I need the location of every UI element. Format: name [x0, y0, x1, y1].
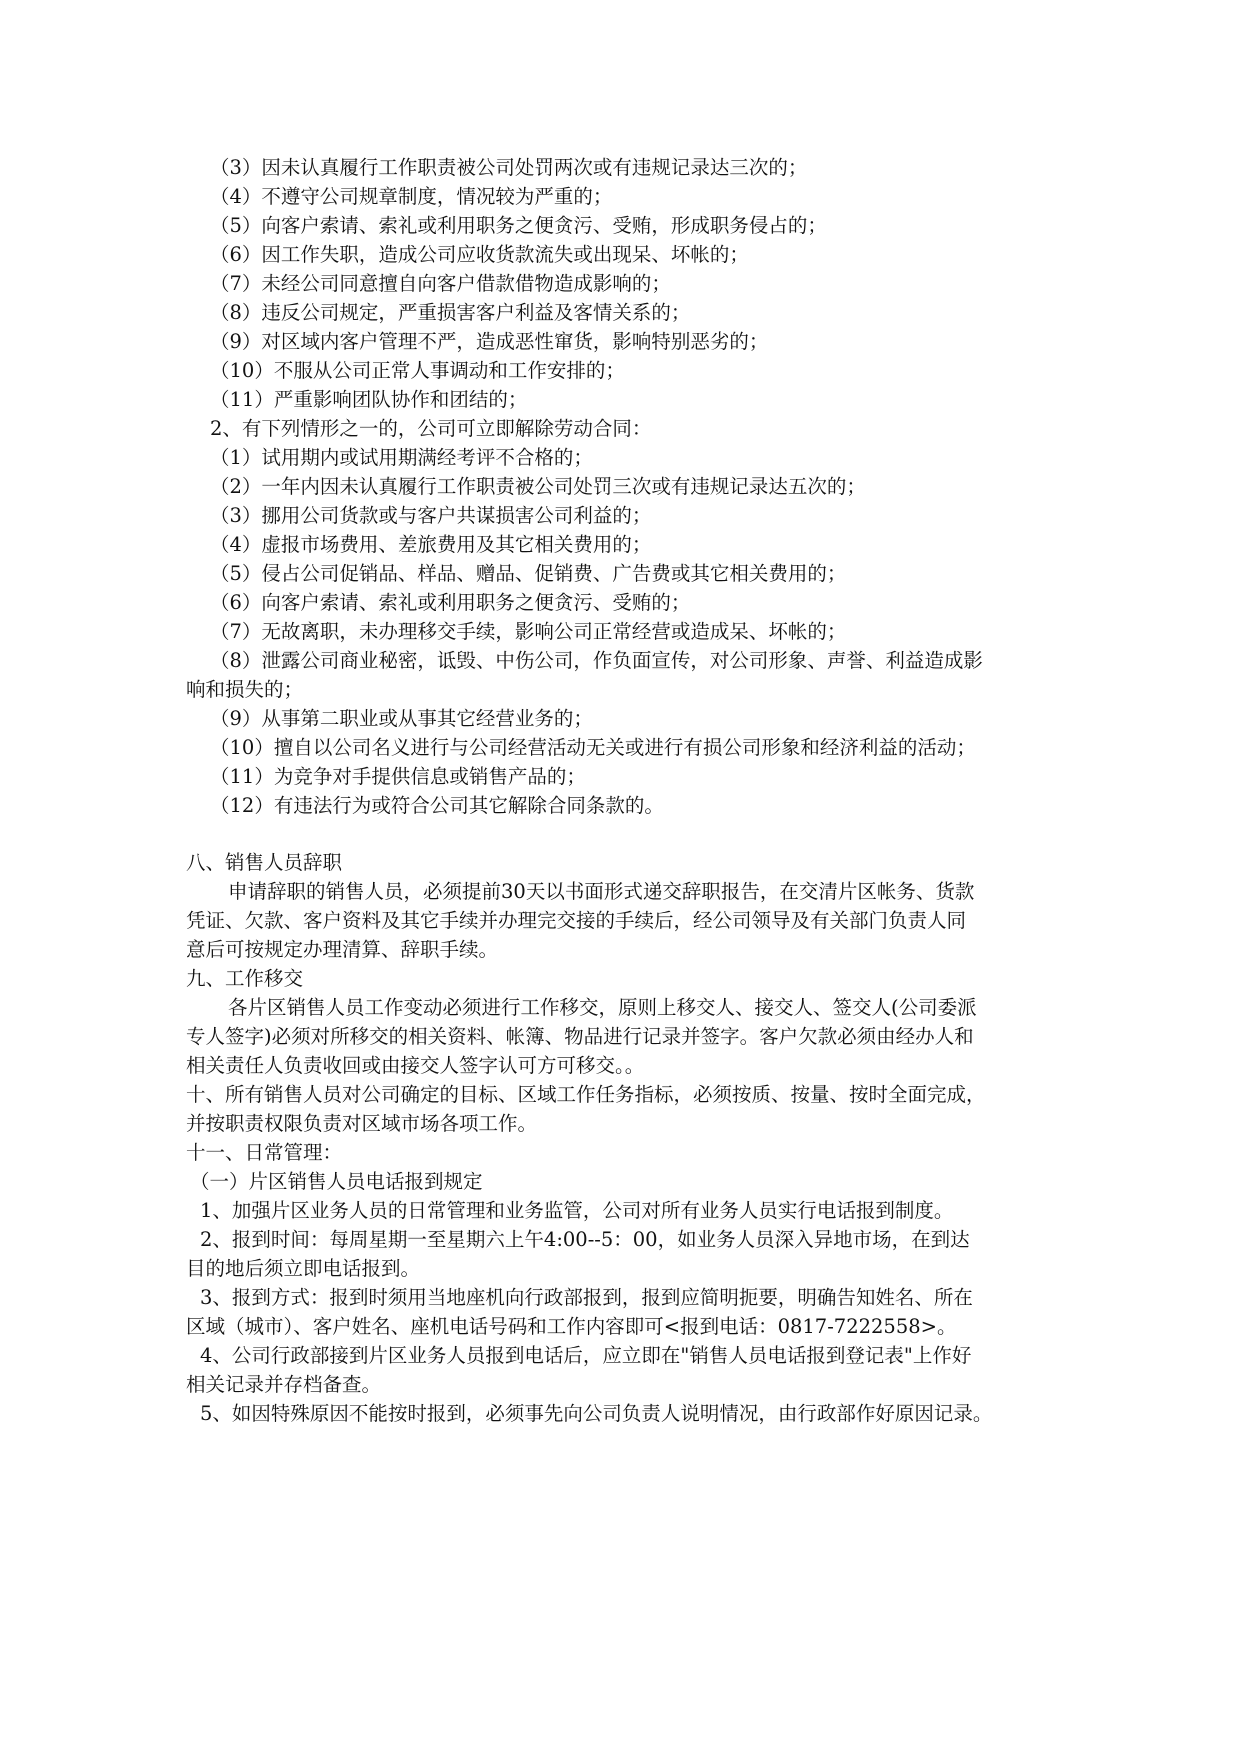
text-line: （9）从事第二职业或从事其它经营业务的； — [210, 707, 593, 730]
text-line: （11）为竞争对手提供信息或销售产品的； — [210, 765, 586, 788]
section-heading: 十一、日常管理： — [186, 1141, 343, 1164]
section-heading: 八、销售人员辞职 — [186, 851, 343, 874]
text-line: 5、如因特殊原因不能按时报到，必须事先向公司负责人说明情况，由行政部作好原因记录。 — [200, 1402, 993, 1425]
text-line: 各片区销售人员工作变动必须进行工作移交，原则上移交人、接交人、签交人(公司委派 — [228, 996, 977, 1019]
text-line: （10）擅自以公司名义进行与公司经营活动无关或进行有损公司形象和经济利益的活动； — [210, 736, 976, 759]
text-line: （6）向客户索请、索礼或利用职务之便贪污、受贿的； — [210, 591, 691, 614]
section-heading: 九、工作移交 — [186, 967, 304, 990]
text-line: （7）无故离职，未办理移交手续，影响公司正常经营或造成呆、坏帐的； — [210, 620, 847, 643]
text-line: 专人签字)必须对所移交的相关资料、帐簿、物品进行记录并签字。客户欠款必须由经办人和 — [186, 1025, 974, 1048]
section-heading: 十、所有销售人员对公司确定的目标、区域工作任务指标，必须按质、按量、按时全面完成， — [186, 1083, 986, 1106]
text-line: （3）挪用公司货款或与客户共谋损害公司利益的； — [210, 504, 652, 527]
text-line: （11）严重影响团队协作和团结的； — [210, 388, 528, 411]
text-line: 3、报到方式：报到时须用当地座机向行政部报到，报到应简明扼要，明确告知姓名、所在 — [200, 1286, 973, 1309]
text-line: （1）试用期内或试用期满经考评不合格的； — [210, 446, 593, 469]
text-line: （6）因工作失职，造成公司应收货款流失或出现呆、坏帐的； — [210, 243, 749, 266]
text-line: 意后可按规定办理清算、辞职手续。 — [186, 938, 499, 961]
text-line: 区域（城市）、客户姓名、座机电话号码和工作内容即可<报到电话：0817-7222558>。 — [186, 1315, 957, 1338]
text-line: （9）对区域内客户管理不严，造成恶性窜货，影响特别恶劣的； — [210, 330, 769, 353]
text-line: （10）不服从公司正常人事调动和工作安排的； — [210, 359, 625, 382]
text-line: 目的地后须立即电话报到。 — [186, 1257, 421, 1280]
text-line: 4、公司行政部接到片区业务人员报到电话后，应立即在"销售人员电话报到登记表"上作好 — [200, 1344, 972, 1367]
text-line: 相关记录并存档备查。 — [186, 1373, 382, 1396]
text-line: 2、有下列情形之一的，公司可立即解除劳动合同： — [210, 417, 652, 440]
text-line: （4）虚报市场费用、差旅费用及其它相关费用的； — [210, 533, 652, 556]
text-line: 申请辞职的销售人员，必须提前30天以书面形式递交辞职报告，在交清片区帐务、货款 — [228, 880, 975, 903]
subsection-heading: （一）片区销售人员电话报到规定 — [190, 1170, 483, 1193]
text-line: 相关责任人负责收回或由接交人签字认可方可移交。。 — [186, 1054, 645, 1077]
text-line: （2）一年内因未认真履行工作职责被公司处罚三次或有违规记录达五次的； — [210, 475, 866, 498]
text-line: （12）有违法行为或符合公司其它解除合同条款的。 — [210, 794, 664, 817]
text-line: 并按职责权限负责对区域市场各项工作。 — [186, 1112, 538, 1135]
text-line: 2、报到时间：每周星期一至星期六上午4:00--5：00，如业务人员深入异地市场，在到达 — [200, 1228, 970, 1251]
text-line: （5）侵占公司促销品、样品、赠品、促销费、广告费或其它相关费用的； — [210, 562, 847, 585]
text-line: 1、加强片区业务人员的日常管理和业务监管，公司对所有业务人员实行电话报到制度。 — [200, 1199, 954, 1222]
text-line: （8）违反公司规定，严重损害客户利益及客情关系的； — [210, 301, 691, 324]
text-line: （5）向客户索请、索礼或利用职务之便贪污、受贿，形成职务侵占的； — [210, 214, 827, 237]
text-line: 凭证、欠款、客户资料及其它手续并办理完交接的手续后，经公司领导及有关部门负责人同 — [186, 909, 967, 932]
text-line: （3）因未认真履行工作职责被公司处罚两次或有违规记录达三次的； — [210, 156, 808, 179]
text-line: （4）不遵守公司规章制度，情况较为严重的； — [210, 185, 613, 208]
text-line: （8）泄露公司商业秘密，诋毁、中伤公司，作负面宣传，对公司形象、声誉、利益造成影 — [210, 649, 983, 672]
text-line: （7）未经公司同意擅自向客户借款借物造成影响的； — [210, 272, 671, 295]
text-line: 响和损失的； — [186, 678, 304, 701]
